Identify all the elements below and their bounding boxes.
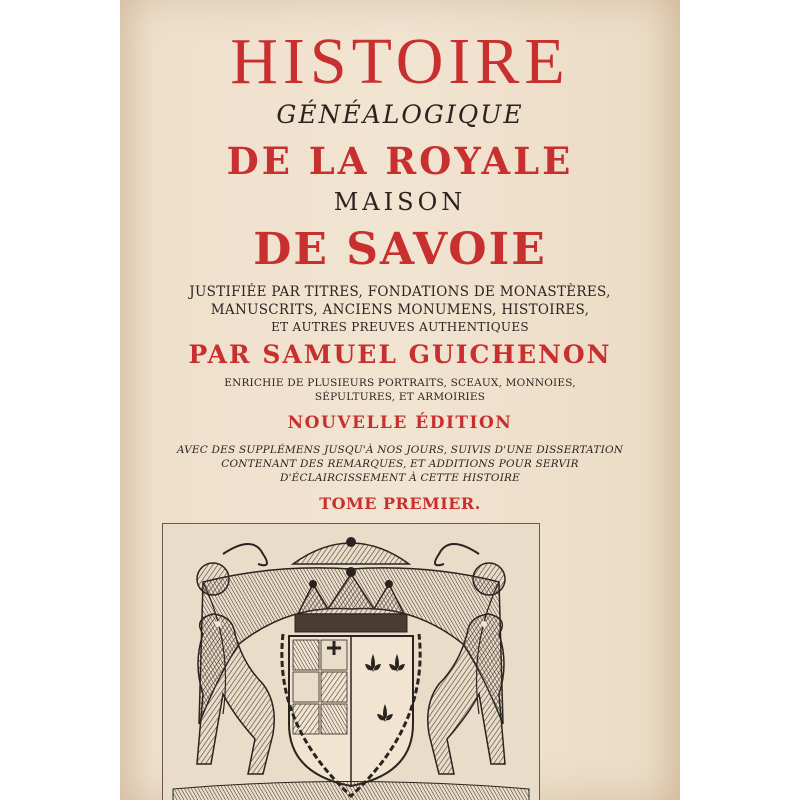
edition-line: NOUVELLE ÉDITION <box>287 413 513 433</box>
author-line: PAR SAMUEL GUICHENON <box>188 340 612 369</box>
title-histoire: HISTOIRE <box>230 25 570 98</box>
volume-line: TOME PREMIER. <box>319 494 481 513</box>
book-title-page <box>120 0 680 800</box>
enrichment-line-2: SÉPULTURES, ET ARMOIRIES <box>314 391 486 403</box>
title-genealogique: GÉNÉALOGIQUE <box>276 100 524 129</box>
subtitle-line-2: MANUSCRITS, ANCIENS MONUMENS, HISTOIRES, <box>210 302 590 318</box>
enrichment-line-1: ENRICHIE DE PLUSIEURS PORTRAITS, SCEAUX, MONNOIES, <box>224 377 576 389</box>
supplement-line-3: D'ÉCLAIRCISSEMENT À CETTE HISTOIRE <box>279 472 521 484</box>
supplement-line-2: CONTENANT DES REMARQUES, ET ADDITIONS POUR SERVIR <box>221 458 579 470</box>
subtitle-line-1: JUSTIFIÉE PAR TITRES, FONDATIONS DE MONASTÈRES, <box>189 284 611 300</box>
title-de-la-royale: DE LA ROYALE <box>226 139 574 183</box>
subtitle-line-3: ET AUTRES PREUVES AUTHENTIQUES <box>271 320 529 334</box>
title-de-savoie: DE SAVOIE <box>253 224 547 275</box>
title-maison: MAISON <box>333 188 467 216</box>
coat-of-arms-engraving <box>162 523 540 800</box>
supplement-line-1: AVEC DES SUPPLÉMENS JUSQU'À NOS JOURS, SUIVIS D'UNE DISSERTATION <box>176 444 624 456</box>
coat-of-arms-icon <box>163 524 539 800</box>
